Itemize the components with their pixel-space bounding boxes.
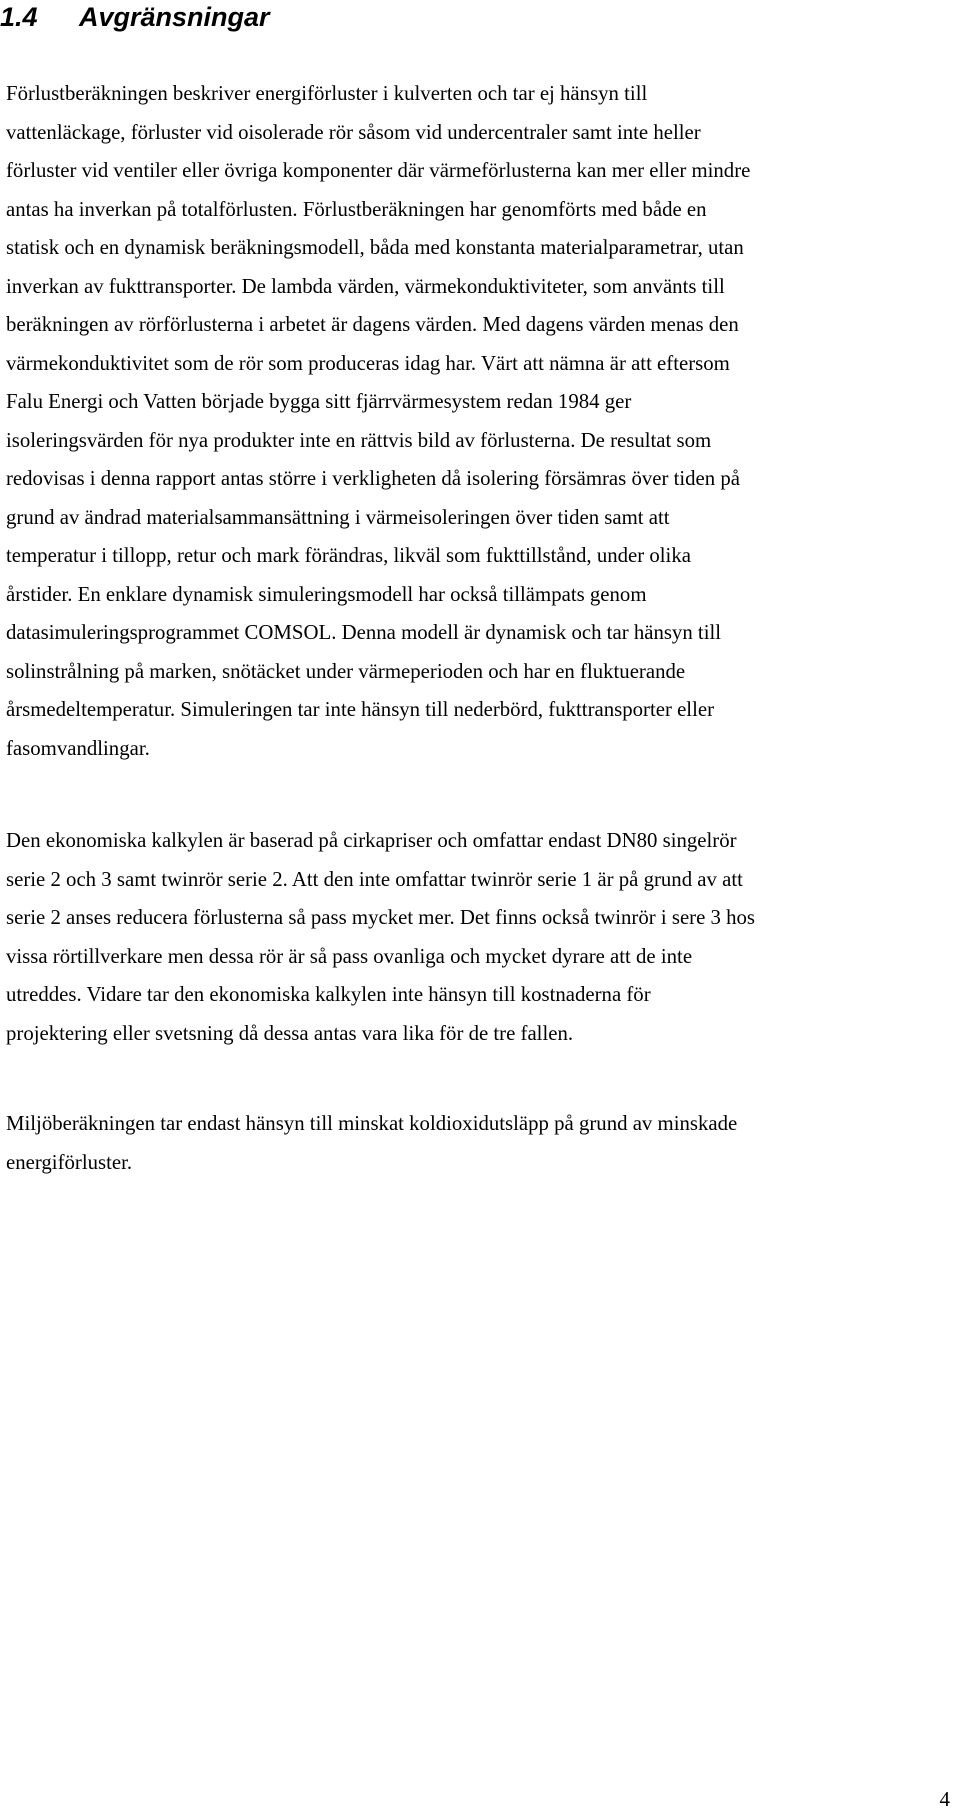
section-title: Avgränsningar [79, 2, 270, 32]
text-line: statisk och en dynamisk beräkningsmodell, båda med konstanta materialparametrar, utan [6, 236, 744, 259]
text-line: serie 2 och 3 samt twinrör serie 2. Att den inte omfattar twinrör serie 1 är på grund av att [6, 867, 743, 891]
text-line: vattenläckage, förluster vid oisolerade rör såsom vid undercentraler samt inte heller [6, 120, 701, 144]
text-line: vissa rörtillverkare men dessa rör är så pass ovanliga och mycket dyrare att de inte [6, 944, 693, 968]
text-line: isoleringsvärden för nya produkter inte en rättvis bild av förlusterna. De resultat som [6, 428, 712, 452]
text-line: beräkningen av rörförlusterna i arbetet är dagens värden. Med dagens värden menas den [6, 313, 739, 336]
text-line: Falu Energi och Vatten började bygga sitt fjärrvärmesystem redan 1984 ger [6, 390, 632, 413]
text-line: antas ha inverkan på totalförlusten. Förlustberäkningen har genomförts med både en [6, 197, 707, 221]
text-line: solinstrålning på marken, snötäcket under värmeperioden och har en fluktuerande [6, 659, 686, 683]
text-line: utreddes. Vidare tar den ekonomiska kalkylen inte hänsyn till kostnaderna för [6, 983, 651, 1006]
text-line: årstider. En enklare dynamisk simuleringsmodell har också tillämpats genom [6, 582, 647, 606]
text-line: grund av ändrad materialsammansättning i värmeisoleringen över tiden samt att [6, 505, 670, 529]
section-number: 1.4 [0, 2, 38, 32]
text-line: projektering eller svetsning då dessa antas vara lika för de tre fallen. [6, 1021, 574, 1045]
text-line: temperatur i tillopp, retur och mark förändras, likväl som fukttillstånd, under olika [6, 544, 691, 567]
text-line: förluster vid ventiler eller övriga komponenter där värmeförlusterna kan mer eller mindre [6, 159, 751, 182]
text-line: fasomvandlingar. [6, 736, 150, 760]
page-number: 4 [939, 1787, 950, 1811]
text-line: värmekonduktivitet som de rör som produceras idag har. Värt att nämna är att eftersom [6, 351, 730, 375]
text-line: Miljöberäkningen tar endast hänsyn till minskat koldioxidutsläpp på grund av minskade [6, 1112, 738, 1135]
text-line: årsmedeltemperatur. Simuleringen tar inte hänsyn till nederbörd, fukttransporter eller [6, 698, 715, 721]
text-line: Förlustberäkningen beskriver energiförluster i kulverten och tar ej hänsyn till [6, 82, 648, 105]
text-line: energiförluster. [6, 1150, 133, 1174]
text-line: redovisas i denna rapport antas större i verkligheten då isolering försämras över tiden på [6, 467, 741, 490]
text-line: Den ekonomiska kalkylen är baserad på cirkapriser och omfattar endast DN80 singelrör [6, 829, 737, 852]
paragraph-environmental-calculation [6, 1105, 950, 1182]
text-line: datasimuleringsprogrammet COMSOL. Denna modell är dynamisk och tar hänsyn till [6, 621, 722, 644]
section-heading [0, 0, 960, 34]
paragraph-scope [6, 75, 950, 768]
text-line: inverkan av fukttransporter. De lambda värden, värmekonduktiviteter, som använts till [6, 274, 725, 298]
text-line: serie 2 anses reducera förlusterna så pass mycket mer. Det finns också twinrör i sere 3 hos [6, 906, 756, 929]
paragraph-economic-calculation [6, 822, 950, 1053]
